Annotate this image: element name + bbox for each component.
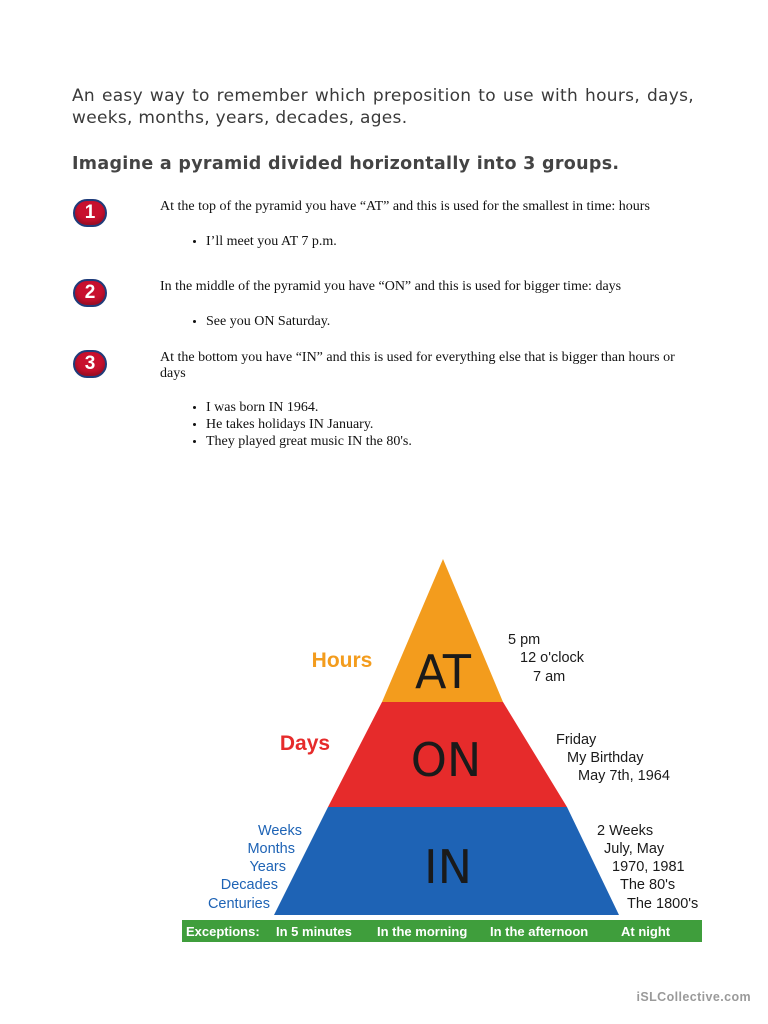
section-2	[160, 279, 710, 330]
exception-item: In the afternoon	[490, 924, 589, 939]
right-label: 7 am	[533, 669, 566, 685]
exception-item: In 5 minutes	[276, 924, 352, 939]
section-1-examples	[160, 233, 710, 250]
left-label: Years	[249, 859, 286, 875]
number-badge-3: 3	[73, 350, 107, 378]
subheading: Imagine a pyramid divided horizontally into 3 groups.	[72, 154, 620, 174]
section-2-text: In the middle of the pyramid you have “ON” and this is used for bigger time: days	[160, 279, 622, 294]
section-3-text: At the bottom you have “IN” and this is used for everything else that is bigger than hours or days	[160, 350, 675, 381]
right-label: July, May	[604, 841, 665, 857]
tier-word-at: AT	[415, 645, 471, 699]
section-2-examples	[160, 313, 710, 330]
left-label: Weeks	[257, 823, 302, 839]
right-label: Friday	[556, 732, 597, 748]
section-1	[160, 199, 710, 250]
left-label: Centuries	[207, 896, 270, 912]
section-3-examples	[160, 399, 690, 450]
section-1-text: At the top of the pyramid you have “AT” and this is used for the smallest in time: hours	[160, 199, 650, 214]
right-label: The 1800's	[627, 896, 699, 912]
number-badge-2: 2	[73, 279, 107, 307]
example-item: • They played great music IN the 80's.	[206, 433, 690, 450]
right-label: 1970, 1981	[612, 859, 685, 875]
right-label: My Birthday	[567, 750, 644, 766]
watermark: iSLCollective.com	[636, 990, 751, 1004]
example-item: • I was born IN 1964.	[206, 399, 690, 416]
example-item: • He takes holidays IN January.	[206, 416, 690, 433]
tier-word-in: IN	[424, 840, 472, 894]
preposition-pyramid	[0, 540, 768, 950]
left-label: Months	[247, 841, 295, 857]
intro-paragraph: An easy way to remember which preposition to use with hours, days, weeks, months, years, decades, ages.	[72, 86, 694, 128]
exception-item: In the morning	[377, 924, 468, 939]
left-label: Decades	[220, 877, 278, 893]
section-3	[160, 350, 690, 450]
right-label: 5 pm	[508, 632, 541, 648]
tier-word-on: ON	[410, 733, 482, 787]
number-badge-1: 1	[73, 199, 107, 227]
exceptions-label: Exceptions:	[186, 924, 260, 939]
right-label: 2 Weeks	[597, 823, 654, 839]
exception-item: At night	[621, 924, 671, 939]
right-label: The 80's	[620, 877, 676, 893]
right-label: May 7th, 1964	[578, 768, 670, 784]
category-hours: Hours	[311, 649, 373, 672]
example-item: • I’ll meet you AT 7 p.m.	[206, 233, 710, 250]
right-label: 12 o'clock	[520, 650, 585, 666]
category-days: Days	[279, 732, 331, 755]
example-item: • See you ON Saturday.	[206, 313, 710, 330]
